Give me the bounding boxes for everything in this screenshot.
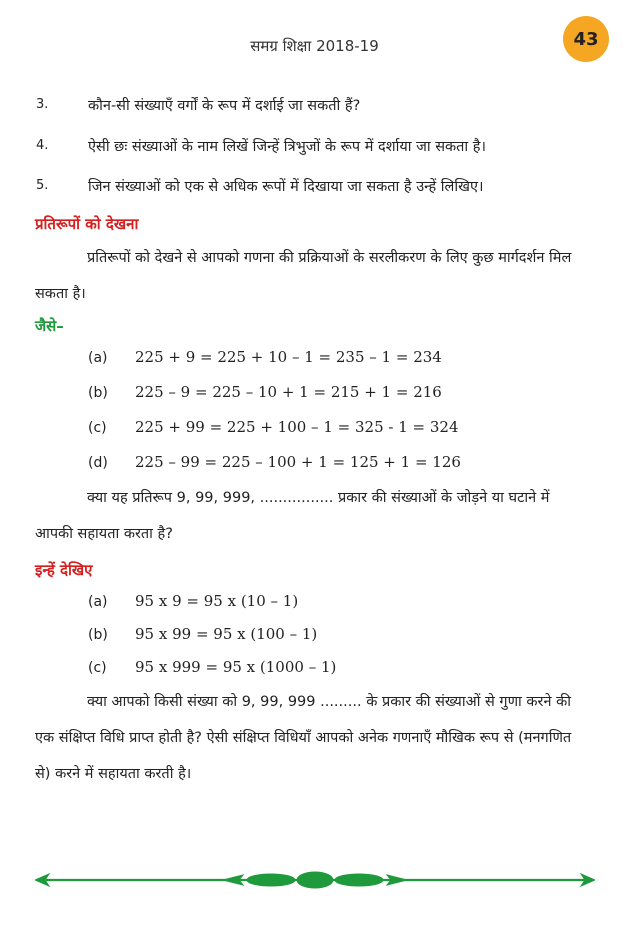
example-equation: 225 + 99 = 225 + 100 – 1 = 325 - 1 = 324 xyxy=(135,418,459,436)
example-label: (a) xyxy=(88,594,108,610)
section-question: क्या यह प्रतिरूप 9, 99, 999, ................ प्रकार की संख्याओं के जोड़ने या घटाने में आपकी सहायता करता है? xyxy=(35,490,550,542)
example-equation: 225 + 9 = 225 + 10 – 1 = 235 – 1 = 234 xyxy=(135,348,442,366)
example-label: (c) xyxy=(88,660,107,676)
section-subheading: जैसे– xyxy=(35,317,64,335)
example-equation: 95 x 99 = 95 x (100 – 1) xyxy=(135,625,318,643)
section-heading-look: इन्हें देखिए xyxy=(35,561,93,579)
question-text: कौन-सी संख्याएँ वर्गों के रूप में दर्शाई जा सकती हैं? xyxy=(88,98,361,114)
question-number: 5. xyxy=(36,178,49,193)
decorative-divider-icon xyxy=(35,868,595,892)
section-heading-patterns: प्रतिरूपों को देखना xyxy=(35,215,139,233)
question-number: 4. xyxy=(36,138,49,153)
example-label: (b) xyxy=(88,385,108,401)
example-equation: 225 – 9 = 225 – 10 + 1 = 215 + 1 = 216 xyxy=(135,383,442,401)
question-number: 3. xyxy=(36,97,49,112)
example-equation: 95 x 999 = 95 x (1000 – 1) xyxy=(135,658,337,676)
example-label: (c) xyxy=(88,420,107,436)
question-text: जिन संख्याओं को एक से अधिक रूपों में दिखाया जा सकता है उन्हें लिखिए। xyxy=(88,179,484,195)
example-equation: 95 x 9 = 95 x (10 – 1) xyxy=(135,592,299,610)
question-text: ऐसी छः संख्याओं के नाम लिखें जिन्हें त्रिभुजों के रूप में दर्शाया जा सकता है। xyxy=(88,139,486,155)
section-paragraph: प्रतिरूपों को देखने से आपको गणना की प्रक्रियाओं के सरलीकरण के लिए कुछ मार्गदर्शन मिल सकता है। xyxy=(35,250,572,302)
example-label: (a) xyxy=(88,350,108,366)
example-label: (d) xyxy=(88,455,108,471)
example-label: (b) xyxy=(88,627,108,643)
header-title: समग्र शिक्षा 2018-19 xyxy=(250,37,379,55)
example-equation: 225 – 99 = 225 – 100 + 1 = 125 + 1 = 126 xyxy=(135,453,461,471)
section-paragraph: क्या आपको किसी संख्या को 9, 99, 999 ......... के प्रकार की संख्याओं से गुणा करने की एक संक्षिप्त विधि प्राप्त होती है? ऐसी संक्षिप्त विधियाँ आपको अनेक गणनाएँ मौखिक रूप से (मनगणित से) करने में सहायता करती है। xyxy=(35,694,572,782)
page-number-badge: 43 xyxy=(563,16,609,62)
